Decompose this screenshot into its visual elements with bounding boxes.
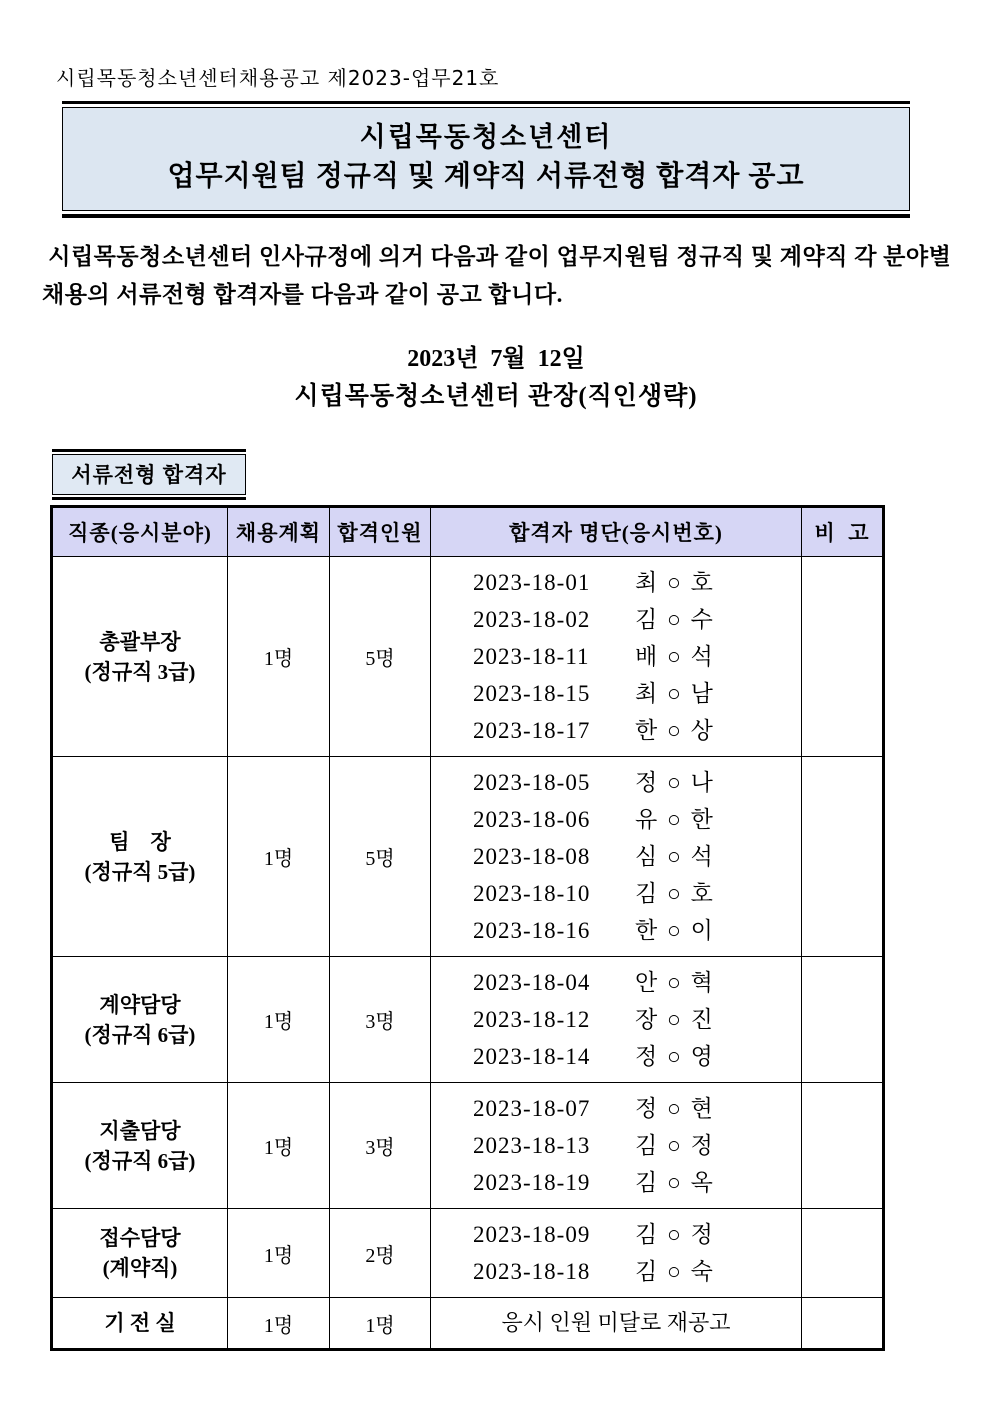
table-body [52,557,884,1350]
position-grade: (정규직 6급) [84,1148,196,1173]
applicant-name: 정 ○ 나 [635,770,715,795]
column-header: 직종(응시분야) [52,507,228,557]
remark-cell [802,957,884,1083]
roster-cell [431,957,802,1083]
signer-line: 시립목동청소년센터 관장(직인생략) [294,383,698,410]
applicant-name: 정 ○ 영 [635,1044,715,1069]
plan-cell: 1명 [228,1209,330,1298]
roster-block [473,1090,759,1201]
applicant-number: 2023-18-09 [473,1222,591,1247]
roster-line [473,875,759,912]
applicant-number: 2023-18-19 [473,1170,591,1195]
applicant-number: 2023-18-16 [473,918,591,943]
position-title: 계약담당 [99,992,181,1017]
announcement-title: 업무지원팀 정규직 및 계약직 서류전형 합격자 공고 [167,161,805,192]
applicant-name: 김 ○ 수 [635,607,715,632]
position-cell [52,1298,228,1350]
roster-fullnote: 응시 인원 미달로 재공고 [501,1310,731,1335]
roster-cell [431,557,802,757]
roster-cell [431,757,802,957]
roster-line [473,601,759,638]
position-grade: (정규직 5급) [84,859,196,884]
remark-cell [802,557,884,757]
position-cell [52,1083,228,1209]
column-header: 합격인원 [330,507,431,557]
column-header: 합격자 명단(응시번호) [431,507,802,557]
applicant-name: 김 ○ 숙 [635,1259,715,1284]
applicant-number: 2023-18-18 [473,1259,591,1284]
document-number: 시립목동청소년센터채용공고 제2023-업무21호 [56,66,500,90]
remark-cell [802,757,884,957]
position-title: 팀 장 [109,829,171,854]
plan-cell: 1명 [228,957,330,1083]
applicant-name: 김 ○ 정 [635,1222,715,1247]
section-label: 서류전형 합격자 [52,454,246,495]
table-row [52,957,884,1083]
applicant-number: 2023-18-12 [473,1007,591,1032]
applicant-name: 한 ○ 상 [635,718,715,743]
roster-block [473,964,759,1075]
applicant-number: 2023-18-01 [473,570,591,595]
passed-count-cell: 1명 [330,1298,431,1350]
announcement-date: 2023년 7월 12일 [407,346,585,372]
organization-title: 시립목동청소년센터 [359,122,613,152]
applicant-number: 2023-18-17 [473,718,591,743]
applicant-name: 김 ○ 호 [635,881,715,906]
remark-cell [802,1209,884,1298]
table-row [52,757,884,957]
results-table [50,505,885,1351]
roster-line [473,1001,759,1038]
roster-line [473,1253,759,1290]
applicant-name: 안 ○ 혁 [635,970,715,995]
roster-line [473,1127,759,1164]
remark-cell [802,1298,884,1350]
remark-cell [802,1083,884,1209]
position-grade: (정규직 6급) [84,1022,196,1047]
body-paragraph [42,238,962,314]
table-header-row [52,507,884,557]
roster-line [473,912,759,949]
passed-count-cell: 5명 [330,757,431,957]
applicant-number: 2023-18-15 [473,681,591,706]
body-line-1: 시립목동청소년센터 인사규정에 의거 다음과 같이 업무지원팀 정규직 및 계약직 각 분야별 [42,244,952,269]
applicant-number: 2023-18-07 [473,1096,591,1121]
passed-count-cell: 3명 [330,1083,431,1209]
applicant-name: 김 ○ 정 [635,1133,715,1158]
applicant-name: 한 ○ 이 [635,918,715,943]
applicant-name: 최 ○ 호 [635,570,715,595]
roster-line [473,838,759,875]
table-row [52,1083,884,1209]
applicant-number: 2023-18-14 [473,1044,591,1069]
position-title: 기 전 실 [104,1311,176,1335]
passed-count-cell: 3명 [330,957,431,1083]
applicant-name: 심 ○ 석 [635,844,715,869]
passed-count-cell: 5명 [330,557,431,757]
plan-cell: 1명 [228,557,330,757]
position-grade: (정규직 3급) [84,659,196,684]
roster-cell [431,1298,802,1350]
plan-cell: 1명 [228,1083,330,1209]
applicant-name: 유 ○ 한 [635,807,715,832]
roster-line [473,801,759,838]
applicant-number: 2023-18-06 [473,807,591,832]
position-title: 지출담당 [99,1118,181,1143]
applicant-number: 2023-18-10 [473,881,591,906]
plan-cell: 1명 [228,757,330,957]
table-row [52,1298,884,1350]
position-title: 접수담당 [99,1226,181,1250]
plan-cell: 1명 [228,1298,330,1350]
section-label-box [52,449,246,500]
title-box-inner [62,107,910,211]
roster-line [473,1164,759,1201]
applicant-name: 장 ○ 진 [635,1007,715,1032]
applicant-name: 배 ○ 석 [635,644,715,669]
roster-line [473,1216,759,1253]
column-header: 비 고 [802,507,884,557]
position-grade: (계약직) [102,1256,178,1280]
applicant-number: 2023-18-04 [473,970,591,995]
table-row [52,557,884,757]
applicant-number: 2023-18-08 [473,844,591,869]
column-header: 채용계획 [228,507,330,557]
position-cell [52,557,228,757]
roster-line [473,764,759,801]
passed-count-cell: 2명 [330,1209,431,1298]
roster-line [473,712,759,749]
roster-block [473,764,759,949]
title-box [62,101,910,218]
roster-line [473,638,759,675]
roster-line [473,564,759,601]
position-cell [52,957,228,1083]
roster-line [473,675,759,712]
applicant-number: 2023-18-02 [473,607,591,632]
applicant-name: 정 ○ 현 [635,1096,715,1121]
roster-line [473,1090,759,1127]
applicant-name: 김 ○ 옥 [635,1170,715,1195]
table-row [52,1209,884,1298]
applicant-number: 2023-18-11 [473,644,590,669]
roster-block [473,564,759,749]
applicant-number: 2023-18-13 [473,1133,591,1158]
roster-line [473,1038,759,1075]
applicant-name: 최 ○ 남 [635,681,715,706]
roster-cell [431,1083,802,1209]
position-title: 총괄부장 [99,629,181,654]
roster-block [473,1216,759,1290]
position-cell [52,757,228,957]
roster-line [473,964,759,1001]
applicant-number: 2023-18-05 [473,770,591,795]
roster-cell [431,1209,802,1298]
position-cell [52,1209,228,1298]
body-line-2: 채용의 서류전형 합격자를 다음과 같이 공고 합니다. [42,282,563,307]
